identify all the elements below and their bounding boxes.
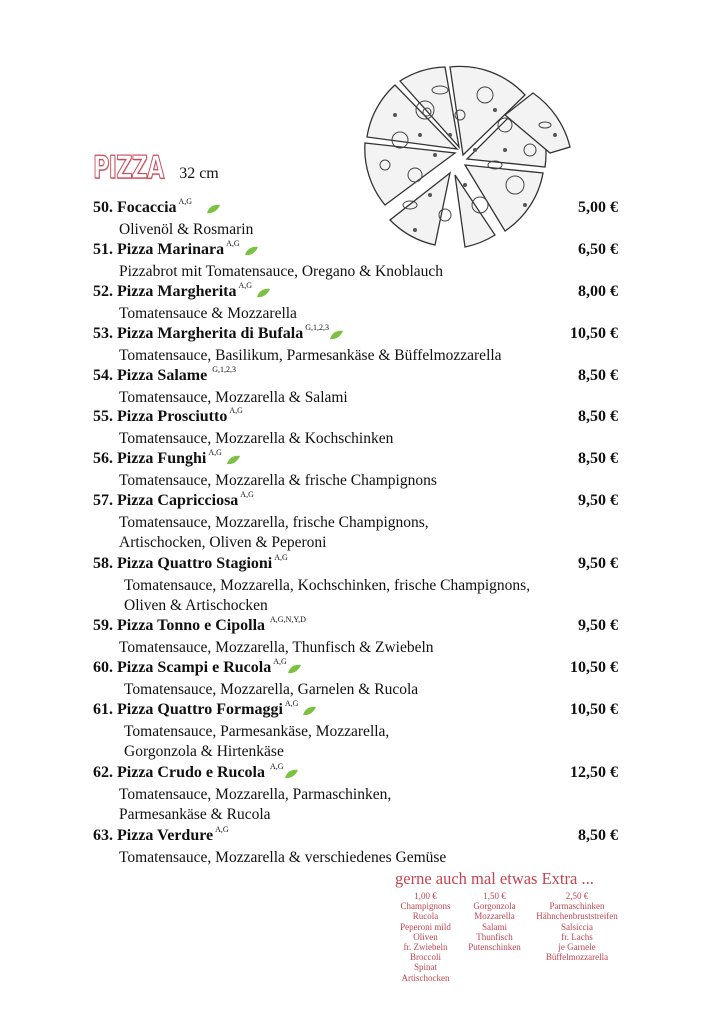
item-allergens: A,G,N,Y,D [270,615,306,624]
item-description: Tomatensauce, Mozzarella & frische Champignons [119,472,437,489]
item-name: 61. Pizza Quattro Formaggi [93,701,283,718]
item-price: 5,00 € [578,199,618,216]
extras-title: gerne auch mal etwas Extra ... [395,869,594,888]
item-description: Tomatensauce, Mozzarella & Kochschinken [119,430,394,447]
item-description: Tomatensauce, Basilikum, Parmesankäse & Büffelmozzarella [119,347,502,364]
extras-column [535,891,619,962]
extras-item: Broccoli [410,952,441,963]
item-name: 50. Focaccia [93,199,177,216]
extras-item: Salsiccia [561,921,593,932]
extras-item: fr. Lachs [561,931,593,942]
extras-item: Oliven [413,931,438,942]
menu-header [93,150,219,186]
extras-item: Hähnchenbruststreifen [536,911,618,922]
item-price: 6,50 € [578,241,618,258]
vegetarian-leaf-icon [206,201,221,211]
extras-item: Salami [482,921,507,932]
item-price: 8,50 € [578,367,618,384]
item-price: 9,50 € [578,492,618,509]
item-price: 8,50 € [578,408,618,425]
item-description: Tomatensauce, Mozzarella & verschiedenes Gemüse [119,849,447,866]
item-allergens: A,G [238,281,253,290]
item-description: Gorgonzola & Hirtenkäse [124,742,284,760]
menu-item [93,492,623,553]
item-allergens: A,G [284,699,299,708]
item-description: Tomatensauce, Mozzarella, frische Champignons, [119,514,429,531]
item-price: 12,50 € [570,764,618,781]
extras-item: Thunfisch [476,931,513,942]
extras-item: Peperoni mild [400,921,451,932]
menu-item [93,555,623,616]
extras-item: je Garnele [558,942,596,953]
menu-item [93,764,623,825]
item-name: 56. Pizza Funghi [93,450,207,467]
item-name: 55. Pizza Prosciutto [93,408,228,425]
item-description: Artischocken, Oliven & Peperoni [119,533,327,551]
item-price: 9,50 € [578,617,618,634]
section-title: PIZZA [93,150,164,186]
extras-item: fr. Zwiebeln [403,942,448,953]
extras-price: 1,50 € [483,891,506,901]
item-description: Tomatensauce, Parmesankäse, Mozzarella, [124,723,390,740]
item-description: Tomatensauce, Mozzarella, Garnelen & Rucola [124,681,419,698]
item-description: Pizzabrot mit Tomatensauce, Oregano & Knoblauch [119,263,444,280]
extras-item: Büffelmozzarella [545,952,609,963]
item-allergens: A,G [178,197,193,206]
menu-item [93,241,623,283]
menu-item [93,617,623,659]
pizza-size: 32 cm [179,165,219,182]
item-price: 8,50 € [578,450,618,467]
item-name: 59. Pizza Tonno e Cipolla [93,617,266,634]
item-price: 9,50 € [578,555,618,572]
menu-item [93,199,623,241]
vegetarian-leaf-icon [329,327,344,337]
item-allergens: G,1,2,3 [305,323,329,332]
item-price: 8,50 € [578,827,618,844]
item-allergens: A,G [240,490,254,499]
item-allergens: A,G [226,239,240,248]
menu-item [93,283,623,325]
vegetarian-leaf-icon [287,661,302,671]
menu-item [93,450,623,492]
item-description: Tomatensauce, Mozzarella & Salami [119,389,348,406]
item-allergens: G,1,2,3 [212,365,236,374]
item-description: Tomatensauce, Mozzarella, Kochschinken, frische Champignons, [124,577,531,594]
item-name: 54. Pizza Salame [93,367,208,384]
menu-item [93,659,623,701]
item-name: 60. Pizza Scampi e Rucola [93,659,272,676]
extras-item: Parmaschinken [549,901,605,912]
item-allergens: A,G [273,657,287,666]
item-allergens: A,G [274,553,288,562]
extras-price: 2,50 € [565,891,589,901]
extras-column [462,891,527,952]
item-price: 10,50 € [570,659,618,676]
item-description: Tomatensauce & Mozzarella [119,305,297,322]
item-name: 53. Pizza Margherita di Bufala [93,325,304,342]
vegetarian-leaf-icon [284,766,299,776]
vegetarian-leaf-icon [256,285,271,295]
vegetarian-leaf-icon [244,243,259,253]
item-name: 62. Pizza Crudo e Rucola [93,764,265,781]
vegetarian-leaf-icon [302,703,317,713]
item-price: 10,50 € [570,701,618,718]
menu-item [93,827,623,869]
item-allergens: A,G [269,762,284,771]
item-price: 8,00 € [578,283,618,300]
vegetarian-leaf-icon [226,452,241,462]
item-description: Tomatensauce, Mozzarella, Parmaschinken, [119,786,392,803]
menu-item [93,367,623,409]
item-description: Oliven & Artischocken [124,596,268,614]
extras-item: Rucola [412,911,439,922]
item-name: 63. Pizza Verdure [93,827,214,844]
item-name: 58. Pizza Quattro Stagioni [93,555,273,572]
menu-item [93,408,623,450]
extras-item: Artischocken [401,972,450,983]
item-description: Olivenöl & Rosmarin [119,221,254,238]
extras-item: Putenschinken [468,942,521,953]
menu-item [93,325,623,367]
menu-item [93,701,623,762]
item-allergens: A,G [229,406,243,415]
item-allergens: A,G [215,825,229,834]
extras-item: Spinat [413,962,437,973]
extras-item: Gorgonzola [473,901,516,912]
extras-item: Mozzarella [474,911,515,922]
item-name: 57. Pizza Capricciosa [93,492,239,509]
item-allergens: A,G [208,448,222,457]
item-description: Parmesankäse & Rucola [119,805,271,823]
item-name: 52. Pizza Margherita [93,283,237,300]
item-price: 10,50 € [570,325,618,342]
item-name: 51. Pizza Marinara [93,241,225,258]
extras-price: 1,00 € [414,891,437,901]
extras-column [393,891,458,983]
extras-item: Champignons [400,901,451,912]
item-description: Tomatensauce, Mozzarella, Thunfisch & Zwiebeln [119,639,434,656]
